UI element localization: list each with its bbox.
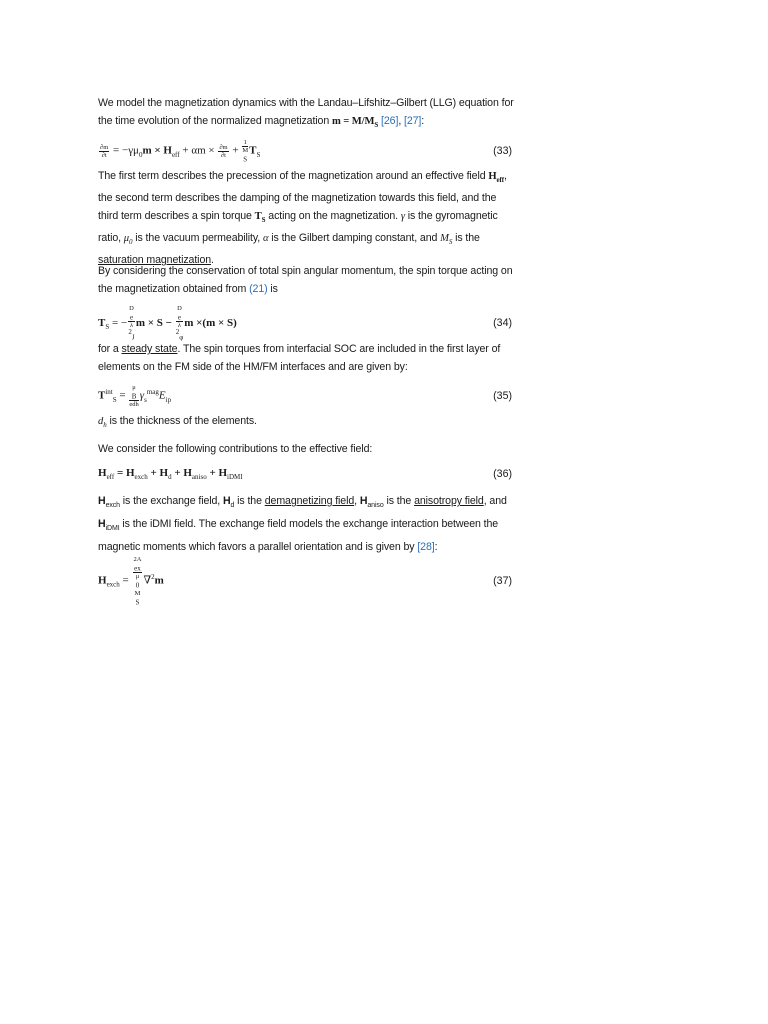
term-link-steady-state[interactable]: steady state bbox=[121, 343, 178, 355]
equation-link[interactable]: (21) bbox=[249, 283, 268, 295]
paragraph-llg-intro: We model the magnetization dynamics with the Landau–Lifshitz–Gilbert (LLG) equation for the time evolution of the normalized magnetization $m = M/M_S$ [26], [27]: bbox=[98, 97, 514, 130]
paragraph-exchange-field: $H_{exch}$ is the exchange field, $H_d$ is the demagnetizing field, $H_{aniso}$ is the anisotropy field, and $H_{iDMI}$ is the iDMI field. The exchange field models the exchange interaction between the magnetic moments which favors a parallel orientation and is given by [28]: bbox=[98, 495, 507, 554]
paragraph-thickness: $d_h$ is the thickness of the elements. bbox=[98, 415, 257, 430]
citation-link[interactable]: [28] bbox=[417, 541, 435, 554]
equation-number: (34) bbox=[493, 317, 512, 330]
equation-number: (33) bbox=[493, 145, 512, 158]
equation-36 bbox=[98, 467, 518, 481]
citation-link[interactable]: [26] bbox=[381, 115, 399, 127]
inline-math-m: $m = M/M_S$ bbox=[331, 116, 379, 130]
paragraph-contributions: We consider the following contributions to the effective field: bbox=[98, 443, 373, 455]
equation-37 bbox=[98, 556, 518, 606]
paragraph-llg-terms: The first term describes the precession of the magnetization around an effective field $H_{eff}$, the second term describes the damping of the magnetization towards this field, and the third term describes a spin torque $T_S$ acting on the magnetization. γ is the gyromagnetic ratio, $\mu_0$ is the vacuum permeability, α is the Gilbert damping constant, and $M_S$ is the saturation magnetization. bbox=[98, 170, 507, 267]
equation-33-formula: $\frac{\partial m}{\partial t}$ = $-\gamma\mu_0m \times H_{eff} + \alpha m$ × $\frac{\partial m}{\partial t}$ + 1 M $_S$ $T_S$ bbox=[100, 139, 261, 164]
equation-number: (36) bbox=[493, 468, 512, 481]
text: We model the magnetization dynamics with the Landau–Lifshitz–Gilbert (LLG) equation for the time evolution of the normalized magnetization bbox=[98, 97, 514, 127]
term-link-demagnetizing-field[interactable]: demagnetizing field bbox=[264, 495, 355, 507]
equation-33 bbox=[98, 139, 518, 163]
equation-35 bbox=[98, 384, 518, 408]
equation-36-formula: $H_{eff} = H_{exch} + H_d + H_{aniso} + H_{iDMI}$ bbox=[98, 467, 243, 482]
paragraph-spin-torque: By considering the conservation of total spin angular momentum, the spin torque acting on the magnetization obtained from (21) is bbox=[98, 265, 513, 295]
equation-35-formula: $T^{int}_S$ = μ $_B$ edh $\gamma_s^{mag}E_{ip}$ bbox=[98, 384, 172, 409]
equation-number: (37) bbox=[493, 574, 512, 587]
equation-34 bbox=[98, 305, 518, 342]
citation-link[interactable]: [27] bbox=[404, 115, 422, 127]
equation-34-formula: $T_S$ = − D $_e$ λ $^2_J$ m × S − D $_e$ λ $^2_\varphi$ m ×(m × S) bbox=[98, 305, 237, 342]
inline-math-ts: $T_S$ bbox=[254, 211, 266, 225]
inline-math-heff: $H_{eff}$ bbox=[488, 171, 504, 185]
term-link-anisotropy-field[interactable]: anisotropy field bbox=[414, 495, 484, 507]
equation-number: (35) bbox=[493, 390, 512, 403]
term-link-saturation-magnetization[interactable]: saturation magnetization bbox=[98, 254, 212, 267]
paragraph-steady-state: for a steady state. The spin torques from interfacial SOC are included in the first layer of elements on the FM side of the HM/FM interfaces and are given by: bbox=[98, 343, 501, 373]
equation-37-formula: $H_{exch}$ = 2A $_{ex}$ μ $_0$ M $_S$ ∇$^2$m bbox=[98, 556, 164, 606]
